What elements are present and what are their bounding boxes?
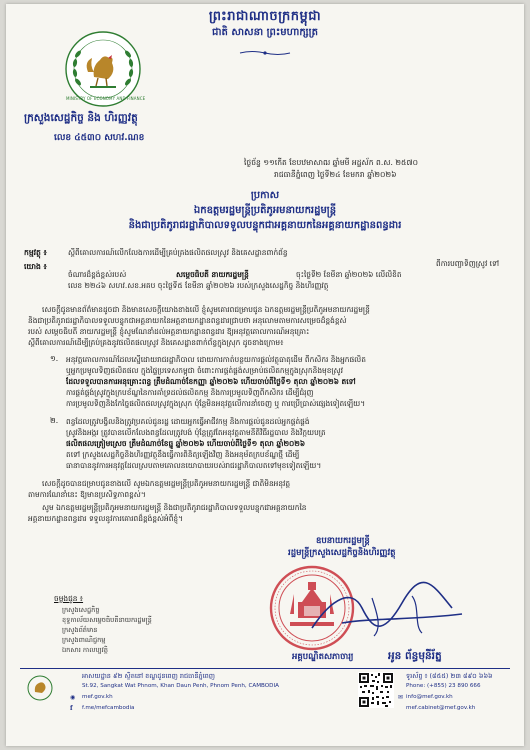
footer-emblem-icon — [26, 674, 54, 702]
footer-phone-km: ទូរស័ព្ទ ៖ (៨៥៥) ២៣ ៨៩០ ៦៦៦ — [406, 672, 493, 680]
footer-email-1[interactable]: info@mef.gov.kh — [406, 694, 453, 700]
cc-item: ឯកសារ កាលប្បវត្តិ — [62, 646, 108, 654]
reference-line-1c: ចុះថ្ងៃទី២ ខែមីនា ឆ្នាំ២០២៦ លើលិខិត — [296, 270, 402, 279]
item-1-line-2: ឬអ្នកប្រមូលទិញផលិតផល ក្នុងផ្ទៃប្រទេសកម្ពុជា ចំពោះការផ្គត់ផ្គង់សម្រាប់ផលិតកម្មក្នុងស្រុកនិងមុខស្រូវ — [66, 366, 343, 375]
signature-role: ឧបនាយករដ្ឋមន្ត្រី — [316, 536, 370, 546]
cc-item: ខុទ្ទកាល័យសម្តេចធិបតីនាយករដ្ឋមន្ត្រី — [62, 616, 152, 624]
reference-line-1a: ចំណារដ៏ខ្ពង់ខ្ពស់របស់ — [68, 270, 127, 279]
intro-line-4: ស្តីពីគោលការណ៍ដើម្បីគ្រប់គ្រងនូវផលិតផលស្រូវ និងគេសដ្ឋានពាក់ព័ន្ធក្នុងស្រុក ដូចខាងក្រោម៖ — [28, 338, 284, 347]
subject-line-1: ស្តីពីគោលការណ៍លើកលែងការដើម្បីគ្រប់គ្រងផលិតផលស្រូវ និងគេសដ្ឋានពាក់ព័ន្ធ — [68, 248, 288, 257]
title-line-2: និងជាប្រតិភូរាជរដ្ឋាភិបាលទទួលបន្ទុកជាអគ្គនាយកនៃអគ្គនាយកដ្ឋានពន្ធដារ — [128, 220, 402, 231]
footer-email-2[interactable]: mef.cabinet@mef.gov.kh — [406, 705, 476, 711]
footer-address-km: អាសយដ្ឋាន ៩២ ស្ថិតនៅ ខណ្ឌដូនពេញ រាជធានីភ្នំពេញ — [82, 672, 215, 680]
cc-item: ក្រសួងព័ត៌មាន — [62, 626, 98, 634]
reference-line-2: លេខ ២២៤៦ សហវ.សខ.អគប ចុះថ្ងៃទី៥ ខែមីនា ឆ្នាំ២០២៦ របស់ក្រសួងសេដ្ឋកិច្ច និងហិរញ្ញវត្ថុ — [68, 281, 329, 290]
item-1-number: ១. — [50, 354, 59, 363]
cc-item: ក្រសួងសេដ្ឋកិច្ច — [62, 606, 100, 614]
item-2-number: ២. — [50, 416, 59, 425]
facebook-icon: f — [70, 705, 73, 712]
item-2-line-4: តទៅ ក្រសួងសេដ្ឋកិច្ចនិងហិរញ្ញវត្ថុនឹងធ្វើការពិនិត្យឡើងវិញ និងអនុម័តក្របខ័ណ្ឌថ្មី ដើម្បី — [66, 450, 300, 459]
document-page — [6, 4, 524, 746]
doc-type-label: ប្រកាស — [250, 190, 280, 201]
footer-divider — [20, 668, 510, 669]
kingdom-motto: ជាតិ សាសនា ព្រះមហាក្សត្រ — [212, 27, 318, 38]
closing-line-4: អគ្គនាយកដ្ឋានពន្ធដារ ទទួលនូវការគោរពដ៏ខ្ពង់ខ្ពស់អំពីខ្ញុំ។ — [28, 514, 183, 523]
signature-title: រដ្ឋមន្ត្រីក្រសួងសេដ្ឋកិច្ចនិងហិរញ្ញវត្ថុ — [288, 548, 396, 558]
footer-facebook[interactable]: f.me/mefcambodia — [82, 705, 135, 711]
closing-line-3: សូម ឯកឧត្តមរដ្ឋមន្ត្រីប្រតិភូអមនាយករដ្ឋមន្ត្រី និងជាប្រតិភូរាជរដ្ឋាភិបាលទទួលបន្ទុកជាអគ្គនាយកនៃ — [42, 503, 307, 512]
footer-address-en: St.92, Sangkat Wat Phnom, Khan Daun Penh, Phnom Penh, CAMBODIA — [82, 683, 279, 689]
ministry-name: ក្រសួងសេដ្ឋកិច្ច និង ហិរញ្ញវត្ថុ — [24, 112, 138, 124]
lunar-date: ថ្ងៃច័ន្ទ ១១កើត ខែបឋមាសាឍ ឆ្នាំមមី អដ្ឋស័ក ព.ស. ២៥៧០ — [244, 158, 419, 167]
reference-number: លេខ ៤៥៣០ សហវ.ណខ — [54, 133, 145, 143]
item-1-line-4: ការផ្គត់ផ្គង់ស្រូវក្នុងក្របខ័ណ្ឌនៃការគាំទ្រដល់ផលិតកម្ម និងការប្រមូលទិញពីកសិករ ដើម្បីជំរុញ — [66, 388, 314, 397]
solar-date: រាជធានីភ្នំពេញ ថ្ងៃទី២៤ ខែមករា ឆ្នាំ២០២៦ — [274, 170, 397, 179]
cc-label: ចម្លងជូន ៖ — [54, 594, 84, 603]
item-1-line-1: អនុវត្តគោលការណ៍ដែលស្នើដោយរាជរដ្ឋាភិបាល ដោយការកាត់បន្ថយការផ្តល់វត្ថុធាតុដើម ពីកសិករ និងអ្នកផលិត — [66, 355, 366, 364]
email-icon: ✉ — [398, 694, 404, 701]
handwritten-signature — [302, 578, 472, 648]
closing-line-2: តាមការណែនាំនេះ ឱ្យមានប្រសិទ្ធភាពខ្ពស់។ — [28, 490, 146, 499]
item-2-line-1: ពន្ធដែលត្រូវបង្វិលនិងត្រូវប្រគល់ជូនរដ្ឋ ដោយអ្នកធ្វើអាជីវកម្ម និងការផ្តល់ជូនដល់អ្នកផ្គត់ផ្គង់ — [66, 417, 310, 426]
item-2-line-3: ផលិតផលត្រៀមស្រេច ត្រឹមដំណាច់ខែធ្នូ ឆ្នាំ២០២៦ ហើយចាប់ពីថ្ងៃទី១ តុលា ឆ្នាំ២០២៦ — [66, 439, 306, 448]
reference-line-1b: សម្តេចធិបតី នាយករដ្ឋមន្ត្រី — [176, 270, 249, 279]
qr-code — [358, 672, 394, 708]
cc-item: ក្រសួងពាណិជ្ជកម្ម — [62, 636, 106, 644]
closing-line-1: សេចក្តីដូចបានជម្រាបជូនខាងលើ សូមឯកឧត្តមរដ្ឋមន្ត្រីប្រតិភូអមនាយករដ្ឋមន្ត្រី ជាតិមិនអនុវត្ត — [42, 479, 291, 488]
footer-website[interactable]: mef.gov.kh — [82, 694, 113, 700]
subject-line-2: ពីការបញ្ជាទិញស្រូវ ទៅ — [436, 259, 500, 268]
subject-label: កម្មវត្ថុ ៖ — [24, 248, 47, 257]
title-line-1: ឯកឧត្តមរដ្ឋមន្ត្រីប្រតិភូអមនាយករដ្ឋមន្ត្រី — [193, 205, 337, 216]
item-2-line-5: ធានាបាននូវការអនុវត្តដែលស្របតាមគោលនយោបាយរបស់រាជរដ្ឋាភិបាលតទៅមុខទៀតឡើយ។ — [66, 461, 322, 470]
signatory-prefix: អគ្គបណ្ឌិតសភាចារ្យ — [292, 652, 354, 662]
item-1-line-5: ការប្រមូលទិញនិងកែច្នៃផលិតផលស្រូវក្នុងស្រុក ប៉ុន្តែមិនអនុវត្តលើការនាំចេញ ឬ ការប្រើប្រាស់ផ្សេងទៀតឡើយ។ — [66, 399, 366, 408]
signatory-name: អូន ព័ន្ធមុនីរ័ត្ន — [388, 650, 442, 662]
motto-ornament — [238, 41, 292, 47]
item-2-line-2: ស្រូវនិងអង្ករ ត្រូវបានលើកលែងពន្ធដែលត្រូវបង់ ប៉ុន្តែត្រូវតែអនុវត្តតាមនីតិវិធីរដ្ឋបាល និងវិក្កយបត្រ — [66, 428, 326, 437]
reference-label: យោង ៖ — [24, 262, 47, 271]
kingdom-heading: ព្រះរាជាណាចក្រកម្ពុជា — [208, 9, 322, 24]
item-1-line-3: ដែលទទួលបានការអនុគ្រោះពន្ធ ត្រឹមដំណាច់ខែកញ្ញា ឆ្នាំ២០២៦ ហើយចាប់ពីថ្ងៃទី១ តុលា ឆ្នាំ២០២៦ តទៅ — [66, 377, 356, 386]
intro-line-3: របស់ សម្តេចធិបតី នាយករដ្ឋមន្ត្រី ខ្ញុំសូមណែនាំដល់អគ្គនាយកដ្ឋានពន្ធដារ ឱ្យអនុវត្តគោលការណ៍អនុគ្រោះ — [28, 327, 310, 336]
intro-line-1: សេចក្តីជូនមានព័ត៌មានដូចជា និងមានសេចក្តីយោងខាងលើ ខ្ញុំសូមគោរពជម្រាបជូន ឯកឧត្តមរដ្ឋមន្ត្រីប្រតិភូអមនាយករដ្ឋមន្ត្រី — [42, 305, 370, 314]
intro-line-2: និងជាប្រតិភូរាជរដ្ឋាភិបាលទទួលបន្ទុកជាអគ្គនាយកនៃអគ្គនាយកដ្ឋានពន្ធដារជ្រាបថា អនុលោមតាមការសម្រេចដ៏ខ្ពង់ខ្ពស់ — [28, 316, 347, 325]
logo-caption: MINISTRY OF ECONOMY AND FINANCE — [66, 96, 146, 101]
website-icon: ◉ — [70, 694, 76, 701]
footer-phone: Phone: (+855) 23 890 666 — [406, 683, 481, 689]
